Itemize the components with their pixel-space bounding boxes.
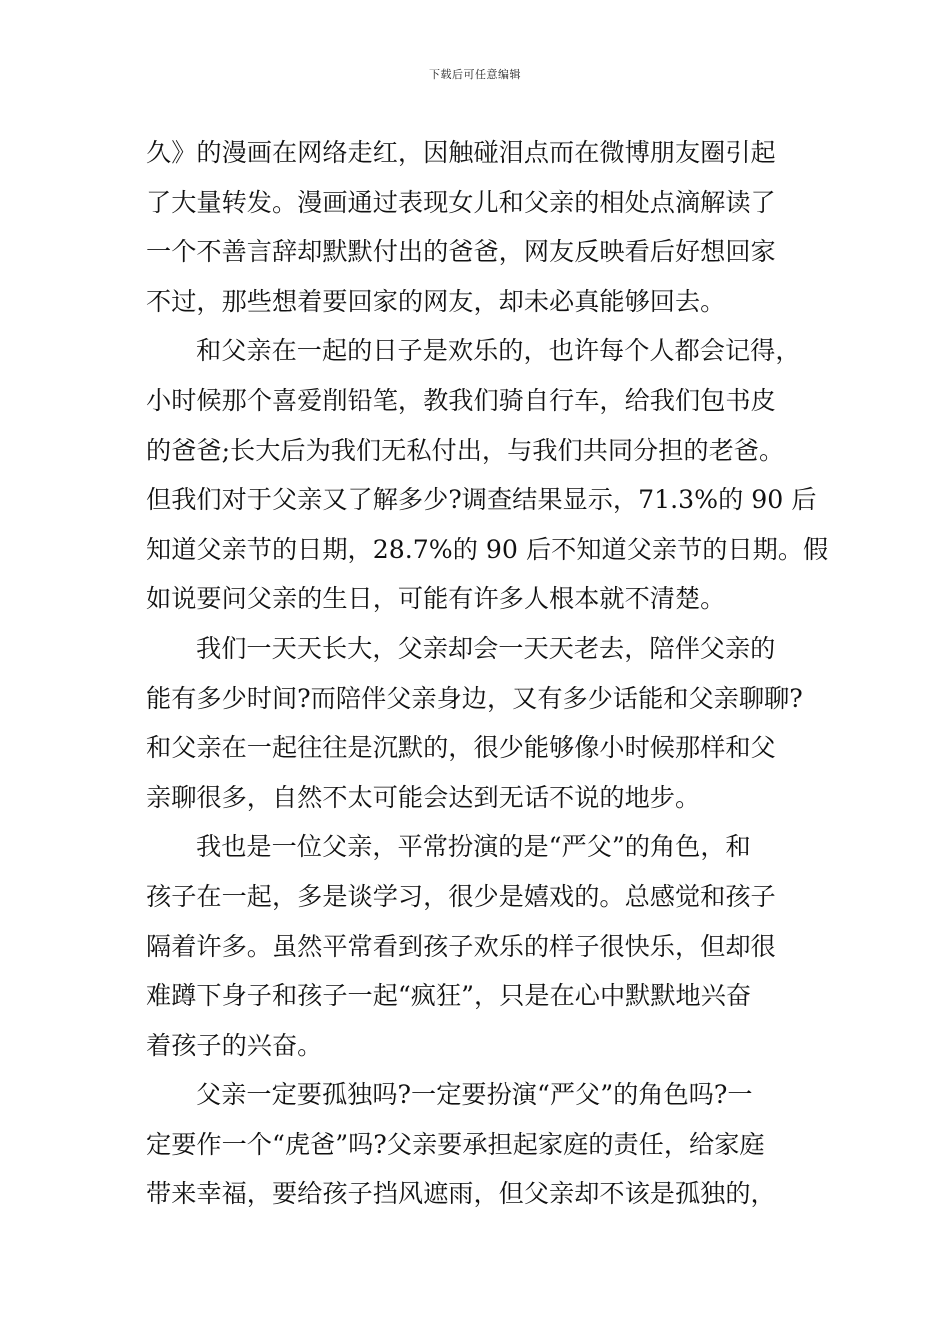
paragraph-3	[146, 624, 810, 822]
text-line: 知道父亲节的日期，28.7%的 90 后不知道父亲节的日期。假	[146, 534, 829, 564]
text-line: 小时候那个喜爱削铅笔，教我们骑自行车，给我们包书皮	[146, 385, 776, 415]
text-line: 如说要问父亲的生日，可能有许多人根本就不清楚。	[146, 584, 726, 614]
paragraph-1	[146, 128, 810, 326]
text-line: 定要作一个“虎爸”吗?父亲要承担起家庭的责任，给家庭	[146, 1129, 765, 1159]
document-body	[146, 128, 829, 1219]
text-line: 带来幸福，要给孩子挡风遮雨，但父亲却不该是孤独的，	[146, 1179, 776, 1209]
text-line: 孩子在一起，多是谈学习，很少是嬉戏的。总感觉和孩子	[146, 881, 776, 911]
text-line: 和父亲在一起往往是沉默的，很少能够像小时候那样和父	[146, 733, 776, 763]
text-line: 我们一天天长大，父亲却会一天天老去，陪伴父亲的	[196, 633, 776, 663]
text-line: 我也是一位父亲，平常扮演的是“严父”的角色，和	[196, 832, 751, 862]
text-line: 能有多少时间?而陪伴父亲身边，又有多少话能和父亲聊聊?	[146, 683, 803, 713]
text-line: 不过，那些想着要回家的网友，却未必真能够回去。	[146, 286, 726, 316]
text-line: 难蹲下身子和孩子一起“疯狂”，只是在心中默默地兴奋	[146, 981, 752, 1011]
text-line: 的爸爸;长大后为我们无私付出，与我们共同分担的老爸。	[146, 435, 785, 465]
text-line: 一个不善言辞却默默付出的爸爸，网友反映看后好想回家	[146, 237, 776, 267]
paragraph-5	[146, 1070, 810, 1219]
paragraph-2	[146, 326, 829, 624]
text-line: 久》的漫画在网络走红，因触碰泪点而在微博朋友圈引起	[146, 138, 776, 167]
text-line: 父亲一定要孤独吗?一定要扮演“严父”的角色吗?一	[196, 1080, 753, 1110]
text-line: 隔着许多。虽然平常看到孩子欢乐的样子很快乐，但却很	[146, 931, 776, 961]
text-line: 但我们对于父亲又了解多少?调查结果显示，71.3%的 90 后	[146, 485, 817, 515]
page-header: 下载后可任意编辑	[429, 68, 521, 81]
text-line: 了大量转发。漫画通过表现女儿和父亲的相处点滴解读了	[146, 187, 776, 217]
text-line: 和父亲在一起的日子是欢乐的，也许每个人都会记得，	[196, 336, 801, 366]
paragraph-4	[146, 822, 810, 1070]
text-line: 亲聊很多，自然不太可能会达到无话不说的地步。	[146, 782, 701, 812]
text-line: 着孩子的兴奋。	[146, 1030, 323, 1060]
